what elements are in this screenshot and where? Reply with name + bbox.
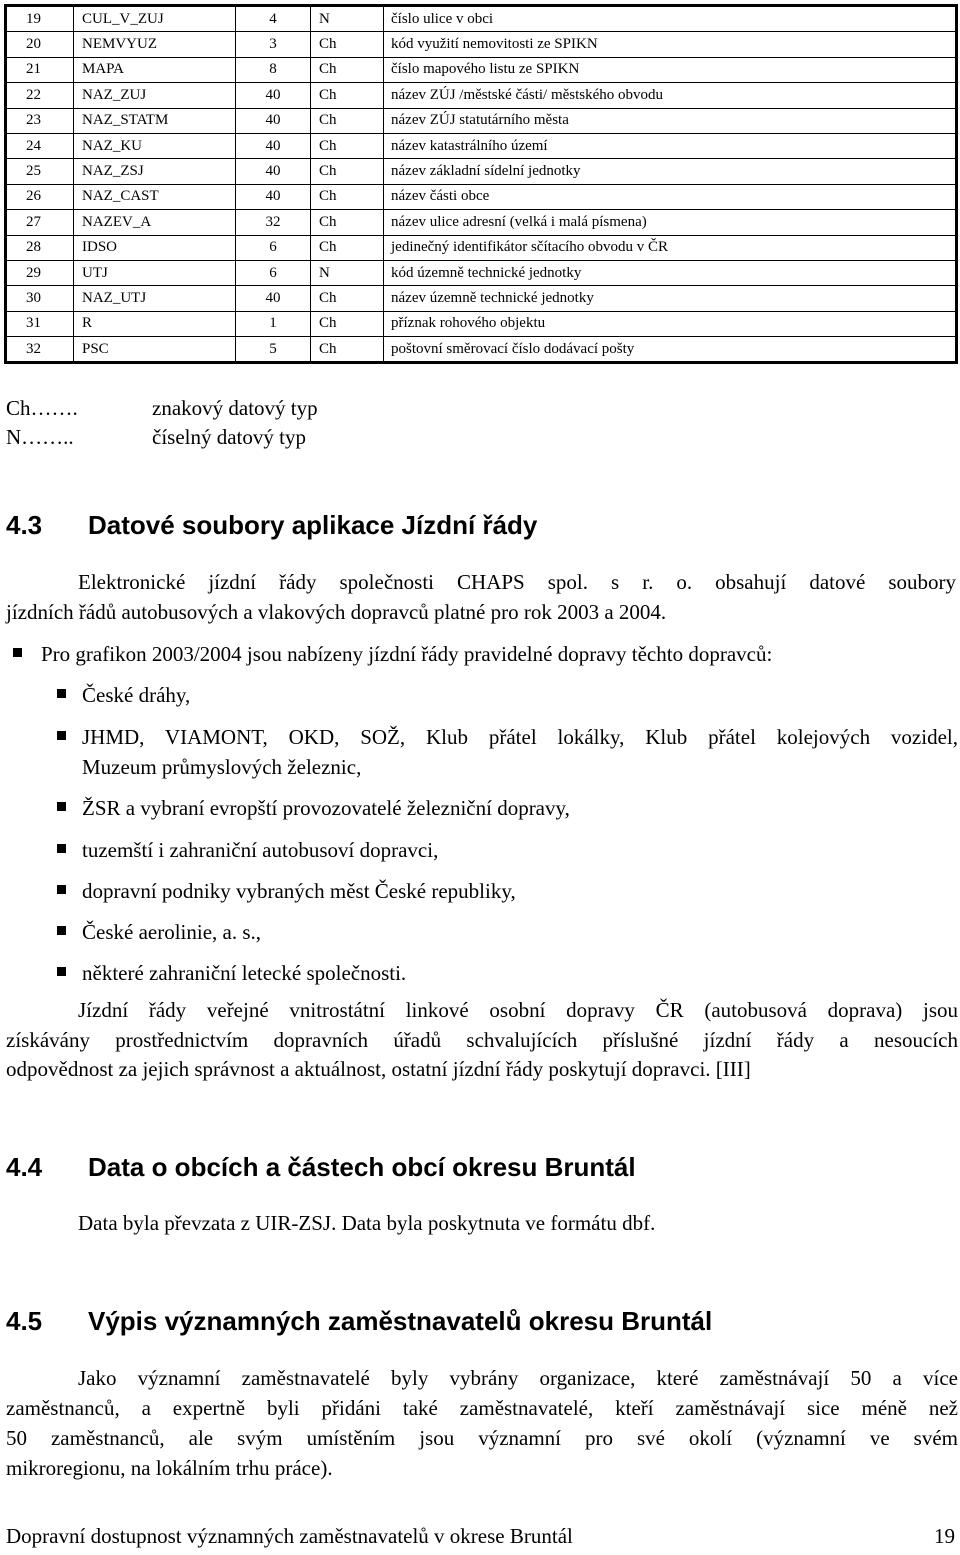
field-description-cell: název ulice adresní (velká i malá písmena) <box>384 210 957 235</box>
para-line-2: získávány prostřednictvím dopravních úřadů schvalujících příslušné jízdní řády a nesoucích <box>6 1028 958 1052</box>
field-length-cell: 40 <box>236 133 311 158</box>
table-row <box>6 6 957 32</box>
field-description-cell: jedinečný identifikátor sčítacího obvodu v ČR <box>384 235 957 260</box>
table-row <box>6 159 957 184</box>
field-description-cell: poštovní směrovací číslo dodávací pošty <box>384 337 957 363</box>
table-row <box>6 311 957 336</box>
table-row <box>6 57 957 82</box>
field-name-cell: UTJ <box>74 260 236 285</box>
field-description-cell: kód územně technické jednotky <box>384 260 957 285</box>
sub-bullet-5: dopravní podniky vybraných měst České republiky, <box>82 879 516 903</box>
field-type-cell: Ch <box>311 337 384 363</box>
row-number-cell: 19 <box>6 6 74 32</box>
square-bullet-icon <box>57 731 68 742</box>
field-length-cell: 3 <box>236 32 311 57</box>
field-name-cell: NEMVYUZ <box>74 32 236 57</box>
field-type-cell: Ch <box>311 210 384 235</box>
section-title-4-3: Datové soubory aplikace Jízdní řády <box>88 510 538 540</box>
legend-ch-key: Ch……. <box>6 396 78 420</box>
table-row <box>6 337 957 363</box>
table-row <box>6 83 957 108</box>
field-length-cell: 5 <box>236 337 311 363</box>
field-type-cell: N <box>311 6 384 32</box>
row-number-cell: 29 <box>6 260 74 285</box>
field-name-cell: NAZ_ZSJ <box>74 159 236 184</box>
field-name-cell: IDSO <box>74 235 236 260</box>
field-type-cell: Ch <box>311 108 384 133</box>
field-type-cell: Ch <box>311 159 384 184</box>
field-length-cell: 1 <box>236 311 311 336</box>
table-row <box>6 210 957 235</box>
table-row <box>6 286 957 311</box>
table-row <box>6 32 957 57</box>
square-bullet-icon <box>57 844 68 855</box>
field-name-cell: NAZ_STATM <box>74 108 236 133</box>
field-length-cell: 6 <box>236 235 311 260</box>
field-definition-table <box>4 4 958 364</box>
row-number-cell: 23 <box>6 108 74 133</box>
section-number-4-3: 4.3 <box>6 510 43 540</box>
row-number-cell: 25 <box>6 159 74 184</box>
field-type-cell: Ch <box>311 311 384 336</box>
field-type-cell: N <box>311 260 384 285</box>
sub-bullet-3: ŽSR a vybraní evropští provozovatelé železniční dopravy, <box>82 796 570 820</box>
row-number-cell: 28 <box>6 235 74 260</box>
field-description-cell: příznak rohového objektu <box>384 311 957 336</box>
field-name-cell: NAZ_ZUJ <box>74 83 236 108</box>
table-body <box>6 6 957 363</box>
legend-ch-value: znakový datový typ <box>152 396 318 420</box>
sub-bullet-1: České dráhy, <box>82 683 191 707</box>
legend-n-value: číselný datový typ <box>152 425 306 449</box>
row-number-cell: 30 <box>6 286 74 311</box>
field-description-cell: název katastrálního území <box>384 133 957 158</box>
field-name-cell: NAZ_KU <box>74 133 236 158</box>
field-length-cell: 40 <box>236 286 311 311</box>
square-bullet-icon <box>13 648 24 659</box>
table-row <box>6 235 957 260</box>
row-number-cell: 24 <box>6 133 74 158</box>
field-description-cell: název základní sídelní jednotky <box>384 159 957 184</box>
section-4-5-line-4: mikroregionu, na lokálním trhu práce). <box>6 1456 333 1480</box>
field-type-cell: Ch <box>311 32 384 57</box>
sub-bullet-2: JHMD, VIAMONT, OKD, SOŽ, Klub přátel lokálky, Klub přátel kolejových vozidel, <box>82 725 958 749</box>
square-bullet-icon <box>57 885 68 896</box>
field-name-cell: NAZ_CAST <box>74 184 236 209</box>
intro-line-2: jízdních řádů autobusových a vlakových dopravců platné pro rok 2003 a 2004. <box>6 600 667 624</box>
para-line-3: odpovědnost za jejich správnost a aktuálnost, ostatní jízdní řády poskytují dopravci. [III] <box>6 1057 751 1081</box>
section-4-5-line-1: Jako významní zaměstnavatelé byly vybrány organizace, které zaměstnávají 50 a více <box>78 1366 958 1390</box>
table-row <box>6 133 957 158</box>
field-length-cell: 40 <box>236 83 311 108</box>
field-type-cell: Ch <box>311 184 384 209</box>
field-type-cell: Ch <box>311 286 384 311</box>
section-number-4-4: 4.4 <box>6 1152 43 1182</box>
field-description-cell: kód využití nemovitosti ze SPIKN <box>384 32 957 57</box>
field-length-cell: 8 <box>236 57 311 82</box>
field-name-cell: CUL_V_ZUJ <box>74 6 236 32</box>
legend-n-key: N…….. <box>6 425 74 449</box>
field-type-cell: Ch <box>311 133 384 158</box>
field-name-cell: PSC <box>74 337 236 363</box>
para-line-1: Jízdní řády veřejné vnitrostátní linkové osobní dopravy ČR (autobusová doprava) jsou <box>78 998 958 1022</box>
field-name-cell: R <box>74 311 236 336</box>
field-length-cell: 6 <box>236 260 311 285</box>
field-length-cell: 40 <box>236 184 311 209</box>
row-number-cell: 26 <box>6 184 74 209</box>
section-4-4-text: Data byla převzata z UIR-ZSJ. Data byla poskytnuta ve formátu dbf. <box>78 1211 656 1235</box>
section-title-4-4: Data o obcích a částech obcí okresu Bruntál <box>88 1152 636 1182</box>
field-description-cell: název územně technické jednotky <box>384 286 957 311</box>
table-row <box>6 108 957 133</box>
sub-bullet-2-continued: Muzeum průmyslových železnic, <box>82 755 362 779</box>
sub-bullet-4: tuzemští i zahraniční autobusoví dopravci, <box>82 838 439 862</box>
row-number-cell: 27 <box>6 210 74 235</box>
intro-line-1: Elektronické jízdní řády společnosti CHAPS spol. s r. o. obsahují datové soubory <box>78 570 956 594</box>
field-description-cell: název ZÚJ /městské části/ městského obvodu <box>384 83 957 108</box>
section-4-5-line-2: zaměstnanců, a expertně byli přidáni také zaměstnavatelé, kteří zaměstnávají sice méně než <box>6 1396 958 1420</box>
section-title-4-5: Výpis významných zaměstnavatelů okresu Bruntál <box>88 1306 713 1336</box>
footer-title: Dopravní dostupnost významných zaměstnavatelů v okrese Bruntál <box>6 1524 573 1548</box>
field-length-cell: 4 <box>236 6 311 32</box>
field-length-cell: 40 <box>236 108 311 133</box>
field-length-cell: 32 <box>236 210 311 235</box>
row-number-cell: 31 <box>6 311 74 336</box>
sub-bullet-6: České aerolinie, a. s., <box>82 920 262 944</box>
field-description-cell: název části obce <box>384 184 957 209</box>
square-bullet-icon <box>57 926 68 937</box>
field-name-cell: NAZ_UTJ <box>74 286 236 311</box>
bullet-main: Pro grafikon 2003/2004 jsou nabízeny jízdní řády pravidelné dopravy těchto dopravců: <box>41 642 773 666</box>
field-description-cell: číslo ulice v obci <box>384 6 957 32</box>
row-number-cell: 21 <box>6 57 74 82</box>
field-description-cell: název ZÚJ statutárního města <box>384 108 957 133</box>
sub-bullet-7: některé zahraniční letecké společnosti. <box>82 961 407 985</box>
section-number-4-5: 4.5 <box>6 1306 43 1336</box>
field-length-cell: 40 <box>236 159 311 184</box>
row-number-cell: 20 <box>6 32 74 57</box>
field-name-cell: NAZEV_A <box>74 210 236 235</box>
row-number-cell: 22 <box>6 83 74 108</box>
square-bullet-icon <box>57 689 68 700</box>
page-number: 19 <box>934 1524 955 1548</box>
field-type-cell: Ch <box>311 83 384 108</box>
section-4-5-line-3: 50 zaměstnanců, ale svým umístěním jsou významní pro své okolí (významní ve svém <box>6 1426 958 1450</box>
row-number-cell: 32 <box>6 337 74 363</box>
field-type-cell: Ch <box>311 235 384 260</box>
square-bullet-icon <box>57 802 68 813</box>
square-bullet-icon <box>57 967 68 978</box>
field-description-cell: číslo mapového listu ze SPIKN <box>384 57 957 82</box>
field-type-cell: Ch <box>311 57 384 82</box>
table-row <box>6 184 957 209</box>
field-name-cell: MAPA <box>74 57 236 82</box>
table-row <box>6 260 957 285</box>
